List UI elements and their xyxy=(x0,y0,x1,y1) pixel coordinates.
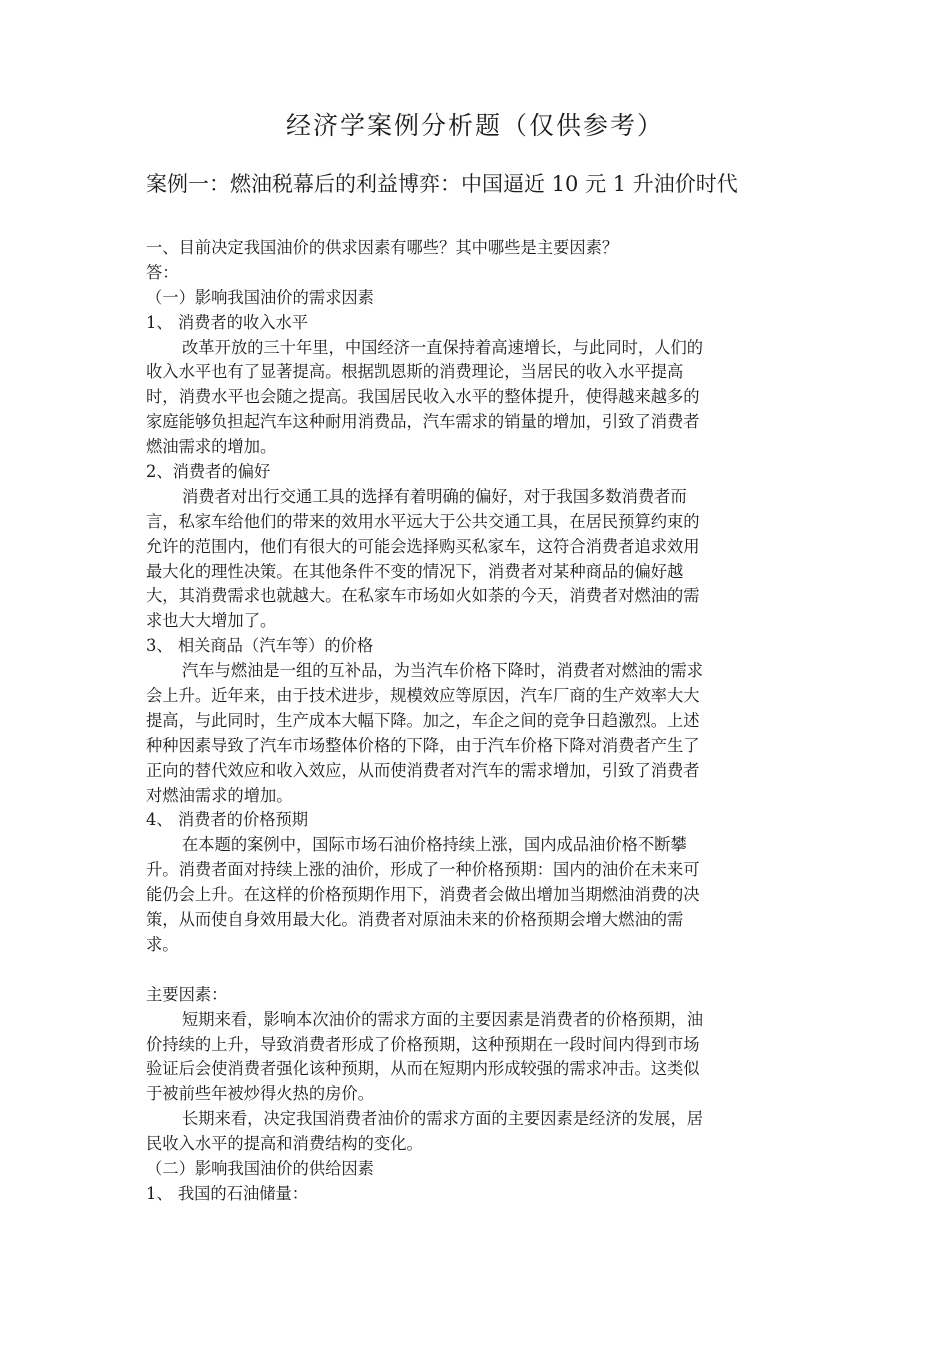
item-heading: 1、 我国的石油储量： xyxy=(146,1183,309,1203)
paragraph-line: 改革开放的三十年里，中国经济一直保持着高速增长，与此同时，人们的 xyxy=(182,337,704,357)
item-heading: 3、 相关商品（汽车等）的价格 xyxy=(146,636,374,656)
paragraph-line: 能仍会上升。在这样的价格预期作用下，消费者会做出增加当期燃油消费的决 xyxy=(146,885,700,905)
paragraph-line: 求也大大增加了。 xyxy=(146,611,277,631)
paragraph-line: 汽车与燃油是一组的互补品，为当汽车价格下降时，消费者对燃油的需求 xyxy=(182,661,704,681)
paragraph-line: 于被前些年被炒得火热的房价。 xyxy=(146,1084,374,1104)
question-line: 一、目前决定我国油价的供求因素有哪些？其中哪些是主要因素？ xyxy=(146,238,619,257)
paragraph-line: 言，私家车给他们的带来的效用水平远大于公共交通工具，在居民预算约束的 xyxy=(146,511,700,531)
document-body xyxy=(146,236,806,1207)
paragraph-line: 策，从而使自身效用最大化。消费者对原油未来的价格预期会增大燃油的需 xyxy=(146,910,684,930)
paragraph-line: 燃油需求的增加。 xyxy=(146,437,277,457)
blank-line xyxy=(146,958,806,983)
paragraph-line: 正向的替代效应和收入效应，从而使消费者对汽车的需求增加，引致了消费者 xyxy=(146,760,700,780)
paragraph-line: 会上升。近年来，由于技术进步，规模效应等原因，汽车厂商的生产效率大大 xyxy=(146,686,700,706)
section-heading: （二）影响我国油价的供给因素 xyxy=(146,1158,374,1178)
paragraph-line: 家庭能够负担起汽车这种耐用消费品，汽车需求的销量的增加，引致了消费者 xyxy=(146,412,700,432)
item-heading: 2、消费者的偏好 xyxy=(146,462,271,482)
paragraph-line: 价持续的上升，导致消费者形成了价格预期，这种预期在一段时间内得到市场 xyxy=(146,1034,700,1054)
paragraph-line: 消费者对出行交通工具的选择有着明确的偏好，对于我国多数消费者而 xyxy=(182,486,687,506)
paragraph-line: 长期来看，决定我国消费者油价的需求方面的主要因素是经济的发展，居 xyxy=(182,1109,704,1129)
paragraph-line: 提高，与此同时，生产成本大幅下降。加之，车企之间的竞争日趋激烈。上述 xyxy=(146,710,700,730)
paragraph-line: 允许的范围内，他们有很大的可能会选择购买私家车，这符合消费者追求效用 xyxy=(146,536,700,556)
paragraph-line: 在本题的案例中，国际市场石油价格持续上涨，国内成品油价格不断攀 xyxy=(182,835,687,855)
paragraph-line: 民收入水平的提高和消费结构的变化。 xyxy=(146,1134,423,1154)
paragraph-line: 升。消费者面对持续上涨的油价，形成了一种价格预期：国内的油价在未来可 xyxy=(146,860,700,880)
paragraph-line: 最大化的理性决策。在其他条件不变的情况下，消费者对某种商品的偏好越 xyxy=(146,561,684,581)
section-heading: （一）影响我国油价的需求因素 xyxy=(146,287,374,307)
paragraph-line: 种种因素导致了汽车市场整体价格的下降，由于汽车价格下降对消费者产生了 xyxy=(146,735,700,755)
paragraph-line: 求。 xyxy=(146,934,179,954)
paragraph-line: 大，其消费需求也就越大。在私家车市场如火如荼的今天，消费者对燃油的需 xyxy=(146,586,700,606)
case-subtitle: 案例一：燃油税幕后的利益博弈：中国逼近 10 元 1 升油价时代 xyxy=(146,172,738,196)
paragraph-line: 对燃油需求的增加。 xyxy=(146,785,293,805)
item-heading: 1、 消费者的收入水平 xyxy=(146,312,309,332)
paragraph-line: 收入水平也有了显著提高。根据凯恩斯的消费理论，当居民的收入水平提高 xyxy=(146,362,684,382)
paragraph-line: 验证后会使消费者强化该种预期，从而在短期内形成较强的需求冲击。这类似 xyxy=(146,1059,700,1079)
paragraph-line: 主要因素： xyxy=(146,984,228,1004)
document-title: 经济学案例分析题（仅供参考） xyxy=(285,111,664,140)
paragraph-line: 短期来看，影响本次油价的需求方面的主要因素是消费者的价格预期，油 xyxy=(182,1009,704,1029)
paragraph-line: 时，消费水平也会随之提高。我国居民收入水平的整体提升，使得越来越多的 xyxy=(146,387,700,407)
item-heading: 4、 消费者的价格预期 xyxy=(146,810,309,830)
paragraph-line: 答： xyxy=(146,262,179,282)
